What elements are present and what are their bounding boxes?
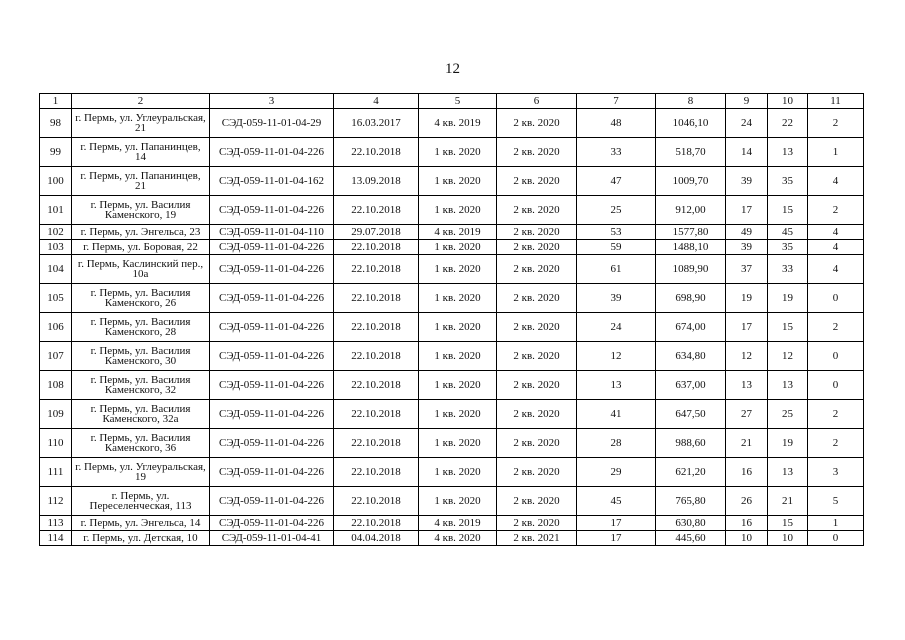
col-8-cell: 518,70 (656, 138, 726, 167)
col-11-cell: 0 (808, 371, 864, 400)
col-9-cell: 16 (726, 458, 768, 487)
col-10-cell: 19 (768, 429, 808, 458)
document-code-cell: СЭД-059-11-01-04-226 (210, 313, 334, 342)
document-code-cell: СЭД-059-11-01-04-226 (210, 516, 334, 531)
quarter-start-cell: 4 кв. 2019 (419, 109, 497, 138)
quarter-end-cell: 2 кв. 2020 (497, 342, 577, 371)
row-number-cell: 110 (40, 429, 72, 458)
col-8-cell: 630,80 (656, 516, 726, 531)
table-row (40, 371, 864, 400)
col-8-cell: 698,90 (656, 284, 726, 313)
housing-table (39, 93, 864, 546)
col-8-cell: 988,60 (656, 429, 726, 458)
row-number-cell: 99 (40, 138, 72, 167)
quarter-end-cell: 2 кв. 2020 (497, 284, 577, 313)
col-11-cell: 5 (808, 487, 864, 516)
address-cell: г. Пермь, ул. Энгельса, 14 (72, 516, 210, 531)
col-10-cell: 15 (768, 196, 808, 225)
col-11-cell: 1 (808, 516, 864, 531)
col-11-cell: 2 (808, 400, 864, 429)
document-code-cell: СЭД-059-11-01-04-162 (210, 167, 334, 196)
date-cell: 16.03.2017 (334, 109, 419, 138)
table-row (40, 240, 864, 255)
col-7-cell: 39 (577, 284, 656, 313)
col-7-cell: 61 (577, 255, 656, 284)
table-header-row (40, 94, 864, 109)
col-10-cell: 35 (768, 240, 808, 255)
quarter-start-cell: 1 кв. 2020 (419, 458, 497, 487)
col-10-cell: 15 (768, 516, 808, 531)
address-cell: г. Пермь, ул. Боровая, 22 (72, 240, 210, 255)
row-number-cell: 103 (40, 240, 72, 255)
col-10-cell: 35 (768, 167, 808, 196)
date-cell: 22.10.2018 (334, 255, 419, 284)
col-8-cell: 674,00 (656, 313, 726, 342)
document-code-cell: СЭД-059-11-01-04-29 (210, 109, 334, 138)
date-cell: 22.10.2018 (334, 138, 419, 167)
quarter-end-cell: 2 кв. 2020 (497, 487, 577, 516)
header-cell: 2 (72, 94, 210, 109)
row-number-cell: 108 (40, 371, 72, 400)
document-code-cell: СЭД-059-11-01-04-226 (210, 255, 334, 284)
table-row (40, 313, 864, 342)
date-cell: 22.10.2018 (334, 313, 419, 342)
address-cell: г. Пермь, ул. Энгельса, 23 (72, 225, 210, 240)
col-7-cell: 17 (577, 516, 656, 531)
date-cell: 22.10.2018 (334, 196, 419, 225)
page-number: 12 (445, 61, 460, 77)
col-8-cell: 621,20 (656, 458, 726, 487)
date-cell: 04.04.2018 (334, 531, 419, 546)
quarter-start-cell: 1 кв. 2020 (419, 240, 497, 255)
document-code-cell: СЭД-059-11-01-04-226 (210, 371, 334, 400)
quarter-start-cell: 1 кв. 2020 (419, 371, 497, 400)
col-10-cell: 10 (768, 531, 808, 546)
col-11-cell: 3 (808, 458, 864, 487)
col-11-cell: 1 (808, 138, 864, 167)
col-11-cell: 2 (808, 313, 864, 342)
col-7-cell: 33 (577, 138, 656, 167)
row-number-cell: 106 (40, 313, 72, 342)
document-code-cell: СЭД-059-11-01-04-226 (210, 487, 334, 516)
quarter-start-cell: 1 кв. 2020 (419, 342, 497, 371)
address-cell: г. Пермь, ул. Василия Каменского, 36 (72, 429, 210, 458)
table-row (40, 109, 864, 138)
quarter-start-cell: 1 кв. 2020 (419, 429, 497, 458)
document-code-cell: СЭД-059-11-01-04-226 (210, 429, 334, 458)
address-cell: г. Пермь, ул. Василия Каменского, 32а (72, 400, 210, 429)
address-cell: г. Пермь, ул. Василия Каменского, 28 (72, 313, 210, 342)
header-cell: 4 (334, 94, 419, 109)
col-11-cell: 4 (808, 240, 864, 255)
col-11-cell: 0 (808, 531, 864, 546)
col-10-cell: 13 (768, 138, 808, 167)
date-cell: 22.10.2018 (334, 342, 419, 371)
quarter-start-cell: 1 кв. 2020 (419, 138, 497, 167)
address-cell: г. Пермь, ул. Переселенческая, 113 (72, 487, 210, 516)
col-9-cell: 10 (726, 531, 768, 546)
document-code-cell: СЭД-059-11-01-04-41 (210, 531, 334, 546)
row-number-cell: 113 (40, 516, 72, 531)
document-code-cell: СЭД-059-11-01-04-226 (210, 458, 334, 487)
col-11-cell: 4 (808, 255, 864, 284)
col-10-cell: 21 (768, 487, 808, 516)
table-body (40, 94, 864, 546)
col-8-cell: 445,60 (656, 531, 726, 546)
col-9-cell: 39 (726, 240, 768, 255)
quarter-start-cell: 1 кв. 2020 (419, 167, 497, 196)
quarter-end-cell: 2 кв. 2020 (497, 109, 577, 138)
col-10-cell: 15 (768, 313, 808, 342)
header-cell: 11 (808, 94, 864, 109)
date-cell: 22.10.2018 (334, 400, 419, 429)
table-row (40, 516, 864, 531)
col-11-cell: 0 (808, 284, 864, 313)
quarter-end-cell: 2 кв. 2020 (497, 400, 577, 429)
date-cell: 29.07.2018 (334, 225, 419, 240)
col-9-cell: 26 (726, 487, 768, 516)
date-cell: 22.10.2018 (334, 284, 419, 313)
table-row (40, 531, 864, 546)
quarter-end-cell: 2 кв. 2020 (497, 371, 577, 400)
col-8-cell: 634,80 (656, 342, 726, 371)
col-9-cell: 17 (726, 313, 768, 342)
quarter-end-cell: 2 кв. 2020 (497, 458, 577, 487)
quarter-start-cell: 1 кв. 2020 (419, 313, 497, 342)
col-10-cell: 19 (768, 284, 808, 313)
col-11-cell: 4 (808, 167, 864, 196)
quarter-end-cell: 2 кв. 2021 (497, 531, 577, 546)
col-8-cell: 1577,80 (656, 225, 726, 240)
table-row (40, 342, 864, 371)
col-10-cell: 13 (768, 458, 808, 487)
col-9-cell: 37 (726, 255, 768, 284)
document-code-cell: СЭД-059-11-01-04-226 (210, 284, 334, 313)
col-10-cell: 12 (768, 342, 808, 371)
row-number-cell: 101 (40, 196, 72, 225)
document-code-cell: СЭД-059-11-01-04-226 (210, 400, 334, 429)
col-9-cell: 19 (726, 284, 768, 313)
address-cell: г. Пермь, ул. Папанинцев, 21 (72, 167, 210, 196)
col-9-cell: 14 (726, 138, 768, 167)
header-cell: 5 (419, 94, 497, 109)
table-row (40, 255, 864, 284)
header-cell: 9 (726, 94, 768, 109)
address-cell: г. Пермь, ул. Углеуральская, 19 (72, 458, 210, 487)
table-row (40, 167, 864, 196)
col-11-cell: 2 (808, 196, 864, 225)
address-cell: г. Пермь, ул. Папанинцев, 14 (72, 138, 210, 167)
col-9-cell: 49 (726, 225, 768, 240)
table-row (40, 196, 864, 225)
quarter-end-cell: 2 кв. 2020 (497, 429, 577, 458)
col-7-cell: 29 (577, 458, 656, 487)
col-10-cell: 33 (768, 255, 808, 284)
col-8-cell: 1009,70 (656, 167, 726, 196)
table-row (40, 429, 864, 458)
row-number-cell: 107 (40, 342, 72, 371)
document-code-cell: СЭД-059-11-01-04-226 (210, 240, 334, 255)
col-11-cell: 2 (808, 429, 864, 458)
row-number-cell: 114 (40, 531, 72, 546)
row-number-cell: 111 (40, 458, 72, 487)
quarter-start-cell: 1 кв. 2020 (419, 196, 497, 225)
col-7-cell: 47 (577, 167, 656, 196)
col-11-cell: 2 (808, 109, 864, 138)
quarter-end-cell: 2 кв. 2020 (497, 225, 577, 240)
quarter-end-cell: 2 кв. 2020 (497, 516, 577, 531)
table-row (40, 225, 864, 240)
col-8-cell: 912,00 (656, 196, 726, 225)
col-10-cell: 22 (768, 109, 808, 138)
col-7-cell: 53 (577, 225, 656, 240)
quarter-start-cell: 1 кв. 2020 (419, 400, 497, 429)
header-cell: 10 (768, 94, 808, 109)
date-cell: 22.10.2018 (334, 429, 419, 458)
date-cell: 22.10.2018 (334, 371, 419, 400)
col-10-cell: 25 (768, 400, 808, 429)
quarter-start-cell: 4 кв. 2019 (419, 516, 497, 531)
col-7-cell: 13 (577, 371, 656, 400)
date-cell: 22.10.2018 (334, 240, 419, 255)
row-number-cell: 105 (40, 284, 72, 313)
col-8-cell: 1488,10 (656, 240, 726, 255)
quarter-end-cell: 2 кв. 2020 (497, 255, 577, 284)
date-cell: 22.10.2018 (334, 487, 419, 516)
table-row (40, 458, 864, 487)
table-row (40, 284, 864, 313)
quarter-start-cell: 1 кв. 2020 (419, 487, 497, 516)
row-number-cell: 109 (40, 400, 72, 429)
address-cell: г. Пермь, ул. Василия Каменского, 26 (72, 284, 210, 313)
table-row (40, 138, 864, 167)
col-9-cell: 17 (726, 196, 768, 225)
quarter-start-cell: 4 кв. 2020 (419, 531, 497, 546)
header-cell: 1 (40, 94, 72, 109)
col-8-cell: 1046,10 (656, 109, 726, 138)
address-cell: г. Пермь, ул. Василия Каменского, 32 (72, 371, 210, 400)
col-8-cell: 647,50 (656, 400, 726, 429)
col-7-cell: 25 (577, 196, 656, 225)
quarter-end-cell: 2 кв. 2020 (497, 138, 577, 167)
col-9-cell: 27 (726, 400, 768, 429)
col-10-cell: 13 (768, 371, 808, 400)
quarter-end-cell: 2 кв. 2020 (497, 196, 577, 225)
header-cell: 7 (577, 94, 656, 109)
document-code-cell: СЭД-059-11-01-04-226 (210, 196, 334, 225)
col-7-cell: 12 (577, 342, 656, 371)
address-cell: г. Пермь, ул. Детская, 10 (72, 531, 210, 546)
quarter-start-cell: 1 кв. 2020 (419, 284, 497, 313)
col-8-cell: 765,80 (656, 487, 726, 516)
row-number-cell: 102 (40, 225, 72, 240)
col-7-cell: 28 (577, 429, 656, 458)
quarter-start-cell: 4 кв. 2019 (419, 225, 497, 240)
quarter-end-cell: 2 кв. 2020 (497, 313, 577, 342)
col-9-cell: 16 (726, 516, 768, 531)
address-cell: г. Пермь, ул. Углеуральская, 21 (72, 109, 210, 138)
document-code-cell: СЭД-059-11-01-04-110 (210, 225, 334, 240)
col-9-cell: 39 (726, 167, 768, 196)
row-number-cell: 98 (40, 109, 72, 138)
quarter-end-cell: 2 кв. 2020 (497, 167, 577, 196)
row-number-cell: 104 (40, 255, 72, 284)
col-7-cell: 59 (577, 240, 656, 255)
date-cell: 22.10.2018 (334, 516, 419, 531)
date-cell: 13.09.2018 (334, 167, 419, 196)
row-number-cell: 112 (40, 487, 72, 516)
col-7-cell: 48 (577, 109, 656, 138)
address-cell: г. Пермь, ул. Василия Каменского, 30 (72, 342, 210, 371)
table-row (40, 400, 864, 429)
col-10-cell: 45 (768, 225, 808, 240)
document-code-cell: СЭД-059-11-01-04-226 (210, 138, 334, 167)
address-cell: г. Пермь, Каслинский пер., 10а (72, 255, 210, 284)
table-row (40, 487, 864, 516)
quarter-start-cell: 1 кв. 2020 (419, 255, 497, 284)
col-9-cell: 12 (726, 342, 768, 371)
col-7-cell: 17 (577, 531, 656, 546)
date-cell: 22.10.2018 (334, 458, 419, 487)
col-11-cell: 0 (808, 342, 864, 371)
quarter-end-cell: 2 кв. 2020 (497, 240, 577, 255)
row-number-cell: 100 (40, 167, 72, 196)
address-cell: г. Пермь, ул. Василия Каменского, 19 (72, 196, 210, 225)
header-cell: 6 (497, 94, 577, 109)
col-9-cell: 13 (726, 371, 768, 400)
col-7-cell: 24 (577, 313, 656, 342)
col-7-cell: 45 (577, 487, 656, 516)
col-8-cell: 1089,90 (656, 255, 726, 284)
header-cell: 8 (656, 94, 726, 109)
col-7-cell: 41 (577, 400, 656, 429)
col-9-cell: 21 (726, 429, 768, 458)
header-cell: 3 (210, 94, 334, 109)
col-9-cell: 24 (726, 109, 768, 138)
col-8-cell: 637,00 (656, 371, 726, 400)
col-11-cell: 4 (808, 225, 864, 240)
document-code-cell: СЭД-059-11-01-04-226 (210, 342, 334, 371)
